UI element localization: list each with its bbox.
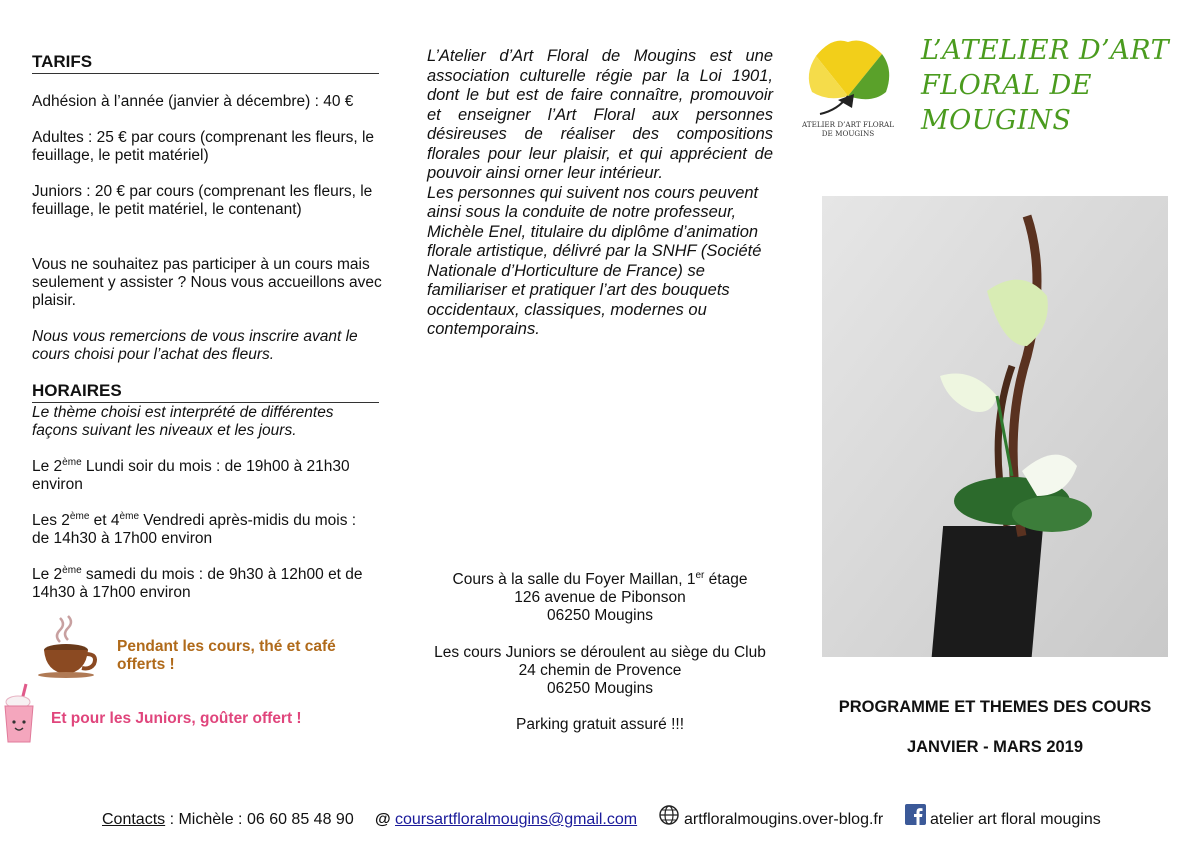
juniors-line-2: 24 chemin de Provence [518,662,682,679]
horaire-vendredi: Les 2ème et 4ème Vendredi après-midis du mois : de 14h30 à 17h00 environ [32,510,357,547]
juniors-text: Juniors : 20 € par cours (comprenant les fleurs, le feuillage, le petit matériel, le contenant) [32,183,373,218]
adhesion-text: Adhésion à l’année (janvier à décembre) : 40 € [32,93,354,110]
lieu-line-3: 06250 Mougins [547,607,653,624]
lieu-juniors [420,644,780,698]
logo-caption-1: ATELIER D’ART FLORAL [801,120,895,129]
juniors-line-3: 06250 Mougins [547,680,653,697]
milkshake-icon [0,682,40,746]
lieu-cours [420,571,780,625]
logo-caption-2: DE MOUGINS [821,129,875,138]
coffee-cup-icon [36,612,100,678]
horaires-theme: Le thème choisi est interprété de différentes façons suivant les niveaux et les jours. [32,404,334,439]
programme-period: JANVIER - MARS 2019 [906,738,1084,756]
assister-text: Vous ne souhaitez pas participer à un cours mais seulement y assister ? Nous vous accueillons avec plaisir. [32,256,382,309]
page-title: L’ATELIER D’ART FLORAL DE MOUGINS [921,35,1170,136]
contacts-line [102,811,354,829]
tarifs-heading: TARIFS [32,52,379,74]
adultes-text: Adultes : 25 € par cours (comprenant les fleurs, le feuillage, le petit matériel) [32,129,375,164]
contacts-phone: : Michèle : 06 60 85 48 90 [165,811,354,828]
the-cafe-text: Pendant les cours, thé et café offerts ! [117,638,336,673]
parking-text: Parking gratuit assuré !!! [516,716,684,733]
blog-link[interactable]: artfloralmougins.over-blog.fr [684,811,884,828]
contacts-label: Contacts [102,811,166,828]
intro-paragraph-2: Les personnes qui suivent nos cours peuvent ainsi sous la conduite de notre professeur, Michèle Enel, titulaire du diplôme d’animation florale artistique, délivré par la SNHF (Société Nationale d’Horticulture de France) se familiariser et pratiquer l’art des bouquets occidentaux, classiques, modernes ou contemporains. [427,183,762,338]
email-link[interactable]: coursartfloralmougins@gmail.com [395,811,638,828]
globe-icon [658,804,680,826]
at-icon: @ [375,811,391,828]
intro-text [427,47,773,340]
ginkgo-logo [798,34,898,142]
horaires-heading: HORAIRES [32,381,379,403]
inscrire-text: Nous vous remercions de vous inscrire avant le cours choisi pour l’achat des fleurs. [32,328,358,363]
lieu-line-2: 126 avenue de Pibonson [514,589,686,606]
horaire-lundi: Le 2ème Lundi soir du mois : de 19h00 à 21h30 environ [32,456,350,493]
intro-paragraph-1: L’Atelier d’Art Floral de Mougins est une association culturelle régie par la Loi 1901, dont le but est de faire connaître, promouvoir et enseigner l’Art Floral aux personnes désireuses de réaliser des compositions florales pour leur plaisir, et qui apprécient de pouvoir ainsi orner leur intérieur. [427,47,773,182]
facebook-icon [905,804,926,825]
lieu-line-1: Cours à la salle du Foyer Maillan, 1er étage [452,569,748,588]
floral-arrangement-photo [822,196,1168,657]
juniors-line-1: Les cours Juniors se déroulent au siège du Club [434,644,766,661]
facebook-link[interactable]: atelier art floral mougins [930,811,1101,828]
programme-title: PROGRAMME ET THEMES DES COURS [838,698,1152,716]
juniors-gouter-text: Et pour les Juniors, goûter offert ! [51,710,302,727]
horaire-samedi: Le 2ème samedi du mois : de 9h30 à 12h00 et de 14h30 à 17h00 environ [32,564,363,601]
